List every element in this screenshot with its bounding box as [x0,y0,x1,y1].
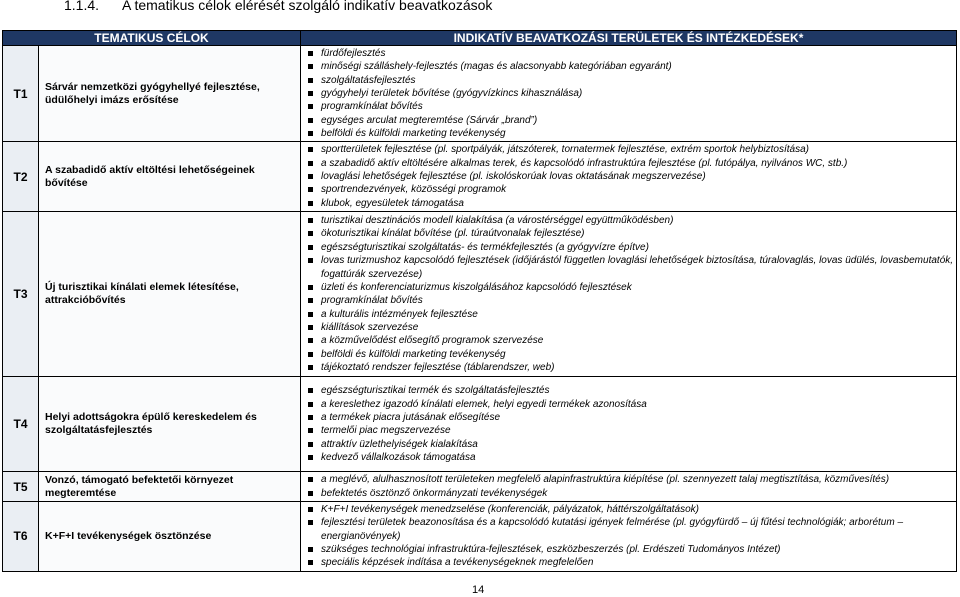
list-item: speciális képzések indítása a tevékenységeknek megfelelően [307,556,956,569]
list-item: klubok, egyesületek támogatása [307,197,956,210]
row-goal: K+F+I tevékenységek ösztönzése [39,502,301,572]
header-goals: TEMATIKUS CÉLOK [3,31,301,46]
list-item: belföldi és külföldi marketing tevékenység [307,348,956,361]
list-item: sportterületek fejlesztése (pl. sportpályák, játszóterek, tornatermek fejlesztése, extrém sportok helybiztosítása) [307,143,956,156]
row-code: T5 [3,472,39,502]
list-item: a meglévő, alulhasznosított területeken megfelelő alapinfrastruktúra kiépítése (pl. szennyezett talaj megtisztítása, közművesítés) [307,473,956,486]
indicative-list [307,143,956,210]
list-item: üzleti és konferenciaturizmus kiszolgálásához kapcsolódó fejlesztések [307,281,956,294]
table-row [3,46,957,142]
row-code: T6 [3,502,39,572]
list-item: tájékoztató rendszer fejlesztése (táblarendszer, web) [307,361,956,374]
table-header-row [3,31,957,46]
list-item: lovaglási lehetőségek fejlesztése (pl. iskolóskorúak lovas oktatásának megszervezése) [307,170,956,183]
list-item: belföldi és külföldi marketing tevékenység [307,127,956,140]
list-item: ökoturisztikai kínálat bővítése (pl. túraútvonalak fejlesztése) [307,227,956,240]
row-goal: Sárvár nemzetközi gyógyhellyé fejlesztése, üdülőhelyi imázs erősítése [39,46,301,142]
row-goal: Új turisztikai kínálati elemek létesítése, attrakcióbővítés [39,212,301,377]
list-item: a kulturális intézmények fejlesztése [307,308,956,321]
row-indicatives [301,472,957,502]
table-row [3,472,957,502]
list-item: lovas turizmushoz kapcsolódó fejlesztések (időjárástól független lovaglási lehetőségek biztosítása, túralovaglás, lovas üdülés, lovasbemutatók, fogattúrák szervezése) [307,254,956,281]
table-row [3,502,957,572]
list-item: minőségi szálláshely-fejlesztés (magas és alacsonyabb kategóriában egyaránt) [307,60,956,73]
list-item: a kereslethez igazodó kínálati elemek, helyi egyedi termékek azonosítása [307,398,956,411]
row-code: T2 [3,142,39,212]
list-item: K+F+I tevékenységek menedzselése (konferenciák, pályázatok, háttérszolgáltatások) [307,503,956,516]
page-number: 14 [472,584,485,596]
indicative-list [307,503,956,570]
row-code: T3 [3,212,39,377]
row-indicatives [301,502,957,572]
list-item: kedvező vállalkozások támogatása [307,451,956,464]
list-item: szolgáltatásfejlesztés [307,74,956,87]
list-item: a termékek piacra jutásának elősegítése [307,411,956,424]
list-item: a szabadidő aktív eltöltésére alkalmas terek, és kapcsolódó infrastruktúra fejlesztése (pl. futópálya, nyilvános WC, stb.) [307,157,956,170]
section-number: 1.1.4. [64,0,100,13]
table-body [3,46,957,572]
section-heading [64,0,492,14]
row-code: T4 [3,377,39,472]
row-indicatives [301,212,957,377]
table-row [3,142,957,212]
row-indicatives [301,377,957,472]
indicative-list [307,384,956,464]
row-goal: A szabadidő aktív eltöltési lehetőségeinek bővítése [39,142,301,212]
list-item: egészségturisztikai termék és szolgáltatásfejlesztés [307,384,956,397]
indicative-list [307,473,956,500]
list-item: fürdőfejlesztés [307,47,956,60]
list-item: sportrendezvények, közösségi programok [307,183,956,196]
row-indicatives [301,46,957,142]
list-item: befektetés ösztönző önkormányzati tevékenységek [307,487,956,500]
header-indicative: INDIKATÍV BEAVATKOZÁSI TERÜLETEK ÉS INTÉZKEDÉSEK* [301,31,957,46]
list-item: attraktív üzlethelyiségek kialakítása [307,438,956,451]
list-item: turisztikai desztinációs modell kialakítása (a várostérséggel együttműködésben) [307,214,956,227]
row-code: T1 [3,46,39,142]
list-item: egészségturisztikai szolgáltatás- és termékfejlesztés (a gyógyvízre építve) [307,241,956,254]
intervention-table [2,30,957,572]
list-item: kiállítások szervezése [307,321,956,334]
list-item: fejlesztési területek beazonosítása és a kapcsolódó kutatási igények felmérése (pl. gyógyfürdő – új fűtési technológiák; arborétum – energianövények) [307,516,956,543]
row-goal: Vonzó, támogató befektetői környezet megteremtése [39,472,301,502]
indicative-list [307,47,956,140]
table-row [3,377,957,472]
indicative-list [307,214,956,374]
row-goal: Helyi adottságokra épülő kereskedelem és szolgáltatásfejlesztés [39,377,301,472]
list-item: szükséges technológiai infrastruktúra-fejlesztések, eszközbeszerzés (pl. Erdészeti Tudományos Intézet) [307,543,956,556]
list-item: programkínálat bővítés [307,294,956,307]
section-title: A tematikus célok elérését szolgáló indikatív beavatkozások [122,0,493,13]
table-row [3,212,957,377]
list-item: programkínálat bővítés [307,100,956,113]
list-item: gyógyhelyi területek bővítése (gyógyvízkincs kihasználása) [307,87,956,100]
list-item: a közművelődést elősegítő programok szervezése [307,334,956,347]
row-indicatives [301,142,957,212]
list-item: termelői piac megszervezése [307,424,956,437]
list-item: egységes arculat megteremtése (Sárvár „brand”) [307,114,956,127]
